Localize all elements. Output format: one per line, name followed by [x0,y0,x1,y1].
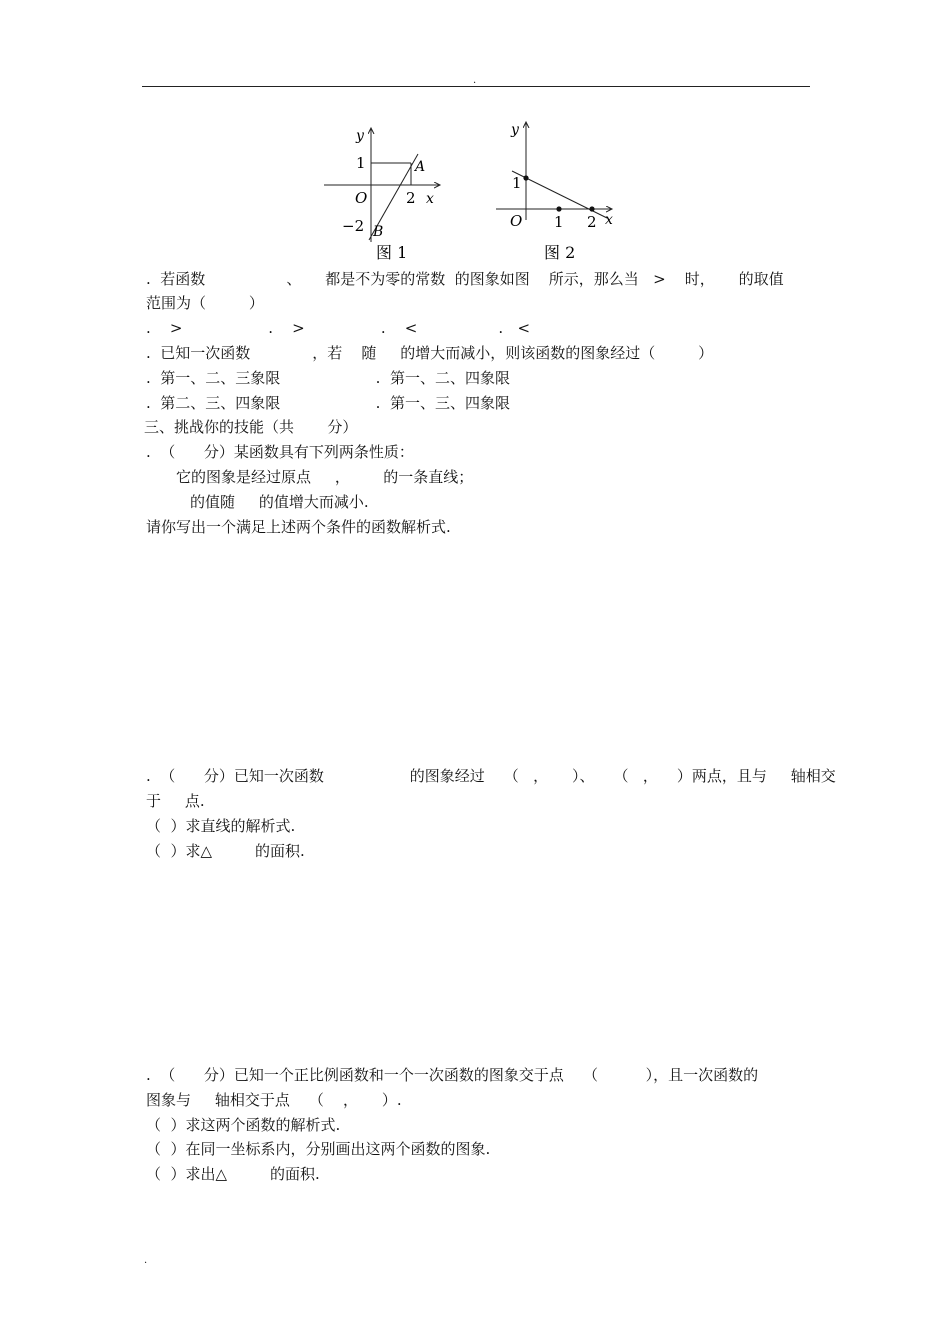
fig2-origin: O [510,212,523,230]
question-e-line1: . （ 分）已知一个正比例函数和一个一次函数的图象交于点 （ ），且一次函数的 [146,1066,759,1084]
fig2-point-x1 [556,206,561,211]
question-c-property-1: 它的图象是经过原点 ， 的一条直线； [176,468,474,486]
header-rule [142,86,810,87]
fig1-origin: O [355,189,368,207]
fig1-point-a: A [415,159,426,175]
question-c-ask: 请你写出一个满足上述两个条件的函数解析式. [146,518,451,536]
question-d-line1: . （ 分）已知一次函数 的图象经过 （ ， ）、 （ ， ）两点，且与 轴相交 [146,767,836,785]
fig1-tick-ym2: −2 [342,217,365,235]
figure-1 [318,122,458,262]
question-e-sub3: （ ）求出△ 的面积. [146,1165,320,1183]
question-a-line1: . 若函数 、 都是不为零的常数 的图象如图 所示，那么当 > 时， 的取值 [146,270,784,288]
question-a-line2: 范围为（ ） [146,294,264,312]
fig1-x-label: x [426,191,434,207]
question-b-line1: . 已知一次函数 ，若 随 的增大而减小，则该函数的图象经过（ ） [146,344,714,362]
question-a-options: . > . > . < . < [146,319,531,337]
question-d-sub1: （ ）求直线的解析式. [146,817,296,835]
fig2-tick-x1: 1 [554,213,564,231]
fig2-x-label: x [605,212,613,228]
figure-2 [492,116,632,262]
fig2-point-x2 [589,206,594,211]
question-d-sub2: （ ）求△ 的面积. [146,842,305,860]
question-d-line2: 于 点. [146,792,205,810]
fig2-caption: 图 2 [544,243,576,262]
question-e-sub1: （ ）求这两个函数的解析式. [146,1116,341,1134]
fig2-tick-y1: 1 [512,174,522,192]
fig2-y-label: y [511,122,519,138]
fig1-y-label: y [356,128,364,144]
question-c-line1: . （ 分）某函数具有下列两条性质： [146,443,414,461]
section-3-title: 三、挑战你的技能（共 分） [144,418,358,436]
fig2-point-y-intercept [523,175,528,180]
question-b-options-row2: . 第二、三、四象限 . 第一、三、四象限 [146,394,510,412]
fig1-tick-x2: 2 [406,189,416,207]
fig2-tick-x2: 2 [587,213,597,231]
question-b-options-row1: . 第一、二、三象限 . 第一、二、四象限 [146,369,510,387]
header-dot: . [473,75,477,86]
fig1-tick-y1: 1 [356,154,366,172]
fig1-point-b: B [373,224,384,240]
question-c-property-2: 的值随 的值增大而减小. [190,493,369,511]
footer-dot: . [144,1255,148,1266]
question-e-line2: 图象与 轴相交于点 （ ， ）. [146,1091,402,1109]
question-e-sub2: （ ）在同一坐标系内，分别画出这两个函数的图象. [146,1140,491,1158]
fig1-caption: 图 1 [376,243,408,262]
